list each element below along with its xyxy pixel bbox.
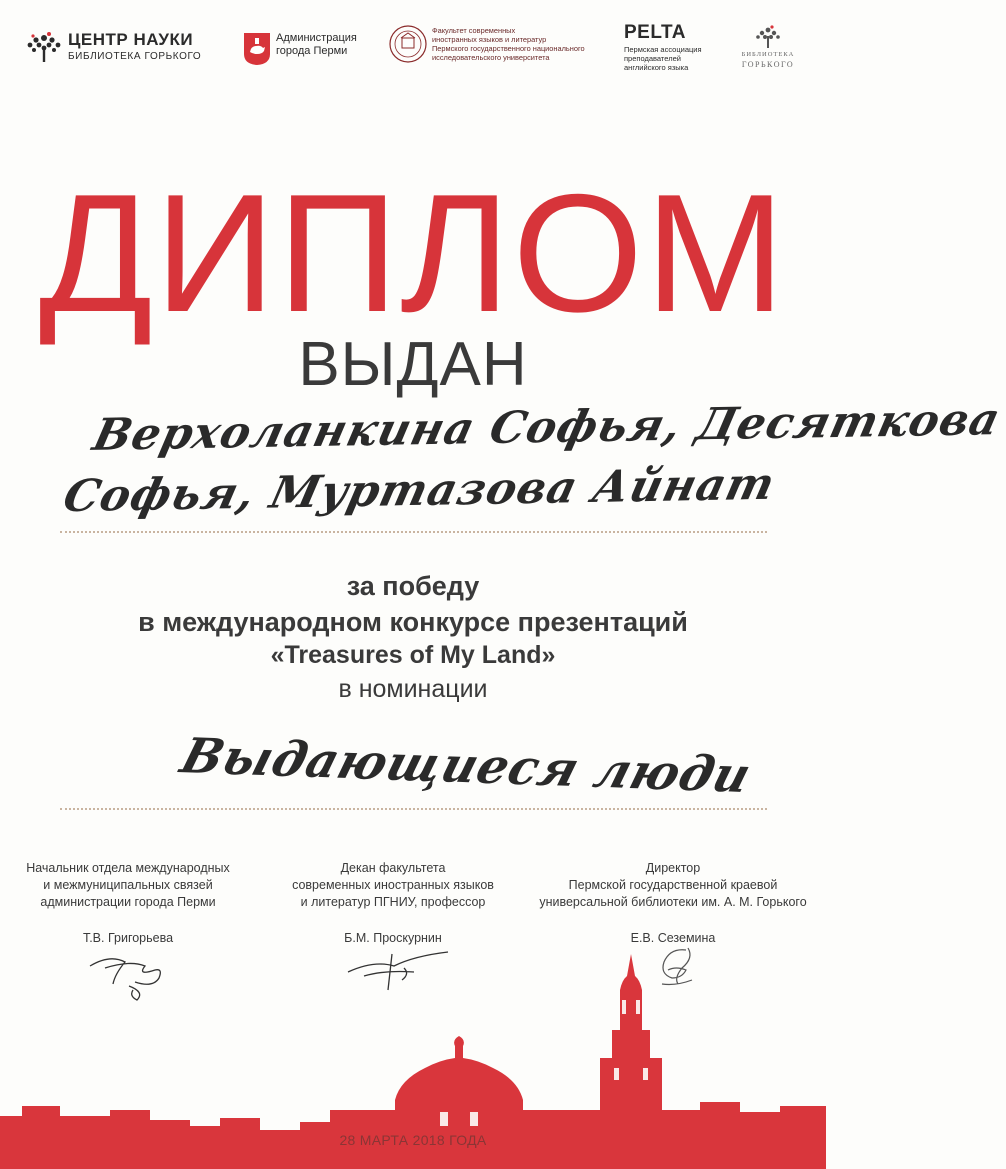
logo-center-subtitle: БИБЛИОТЕКА ГОРЬКОГО bbox=[68, 51, 202, 62]
logo-admin-line1: Администрация bbox=[276, 32, 357, 44]
tree-icon bbox=[24, 30, 64, 64]
logo-center-title: ЦЕНТР НАУКИ bbox=[68, 30, 194, 49]
signature-3 bbox=[652, 944, 702, 990]
for-win-text: за победу bbox=[346, 571, 480, 601]
perm-coat-of-arms-icon bbox=[243, 32, 271, 66]
logo-pelta-line3: английского языка bbox=[624, 63, 689, 72]
logo-gorky-library bbox=[734, 24, 802, 74]
signatory-1-position-line1: Начальник отдела международных bbox=[26, 861, 230, 875]
header-logos bbox=[0, 22, 826, 82]
recipients-line-2: Софья, Муртазова Айнат bbox=[58, 458, 781, 523]
library-tree-icon bbox=[754, 24, 782, 50]
logo-faculty-line1: Факультет современных bbox=[432, 26, 516, 35]
logo-faculty bbox=[388, 24, 608, 74]
issued-label: ВЫДАН bbox=[298, 330, 528, 399]
award-date: 28 МАРТА 2018 ГОДА bbox=[339, 1132, 487, 1148]
signatory-2-position-line1: Декан факультета bbox=[340, 861, 446, 875]
dotted-divider bbox=[60, 531, 767, 533]
logo-pelta-name: PELTA bbox=[624, 22, 686, 43]
signature-1 bbox=[85, 944, 175, 1004]
signatory-2-name: Б.М. Проскурнин bbox=[344, 931, 442, 945]
signatory-2-position bbox=[258, 860, 528, 911]
logo-faculty-line4: исследовательского университета bbox=[432, 53, 550, 62]
recipients-line-1: Верхоланкина Софья, Десяткова bbox=[88, 394, 1006, 461]
signatory-3-position bbox=[538, 860, 808, 911]
contest-name: «Treasures of My Land» bbox=[270, 641, 556, 669]
logo-perm-admin bbox=[243, 28, 373, 68]
logo-pelta-line2: преподавателей bbox=[624, 54, 681, 63]
diploma-title: ДИПЛОМ bbox=[38, 159, 788, 347]
logo-faculty-line2: иностранных языков и литератур bbox=[432, 35, 547, 44]
logo-pelta-line1: Пермская ассоциация bbox=[624, 45, 702, 54]
logo-science-center bbox=[24, 28, 209, 68]
nomination-handwritten: Выдающиеся люди bbox=[174, 728, 758, 804]
signatory-1-position-line2: и межмуниципальных связей bbox=[43, 878, 213, 892]
signatory-1-name: Т.В. Григорьева bbox=[82, 931, 174, 945]
signatory-3-position-line3: универсальной библиотеки им. А. М. Горького bbox=[539, 895, 807, 909]
university-seal-icon bbox=[388, 24, 428, 64]
signatory-2-position-line3: и литератур ПГНИУ, профессор bbox=[300, 895, 486, 909]
signatory-3-position-line2: Пермской государственной краевой bbox=[568, 878, 778, 892]
logo-pelta bbox=[624, 22, 724, 82]
contest-text: в международном конкурсе презентаций bbox=[138, 607, 688, 637]
logo-library-line2: ГОРЬКОГО bbox=[741, 60, 795, 69]
signatory-2-position-line2: современных иностранных языков bbox=[292, 878, 494, 892]
signatory-3-position-line1: Директор bbox=[645, 861, 701, 875]
logo-admin-line2: города Перми bbox=[276, 45, 348, 57]
signature-2 bbox=[344, 946, 454, 996]
dotted-divider bbox=[60, 808, 767, 810]
nomination-label: в номинации bbox=[338, 675, 488, 703]
logo-faculty-line3: Пермского государственного национального bbox=[432, 44, 585, 53]
signatory-1-position bbox=[0, 860, 263, 911]
logo-library-line1: БИБЛИОТЕКА bbox=[741, 51, 795, 58]
signatory-1-position-line3: администрации города Перми bbox=[40, 895, 216, 909]
signatory-3-name: Е.В. Сеземина bbox=[630, 931, 716, 945]
